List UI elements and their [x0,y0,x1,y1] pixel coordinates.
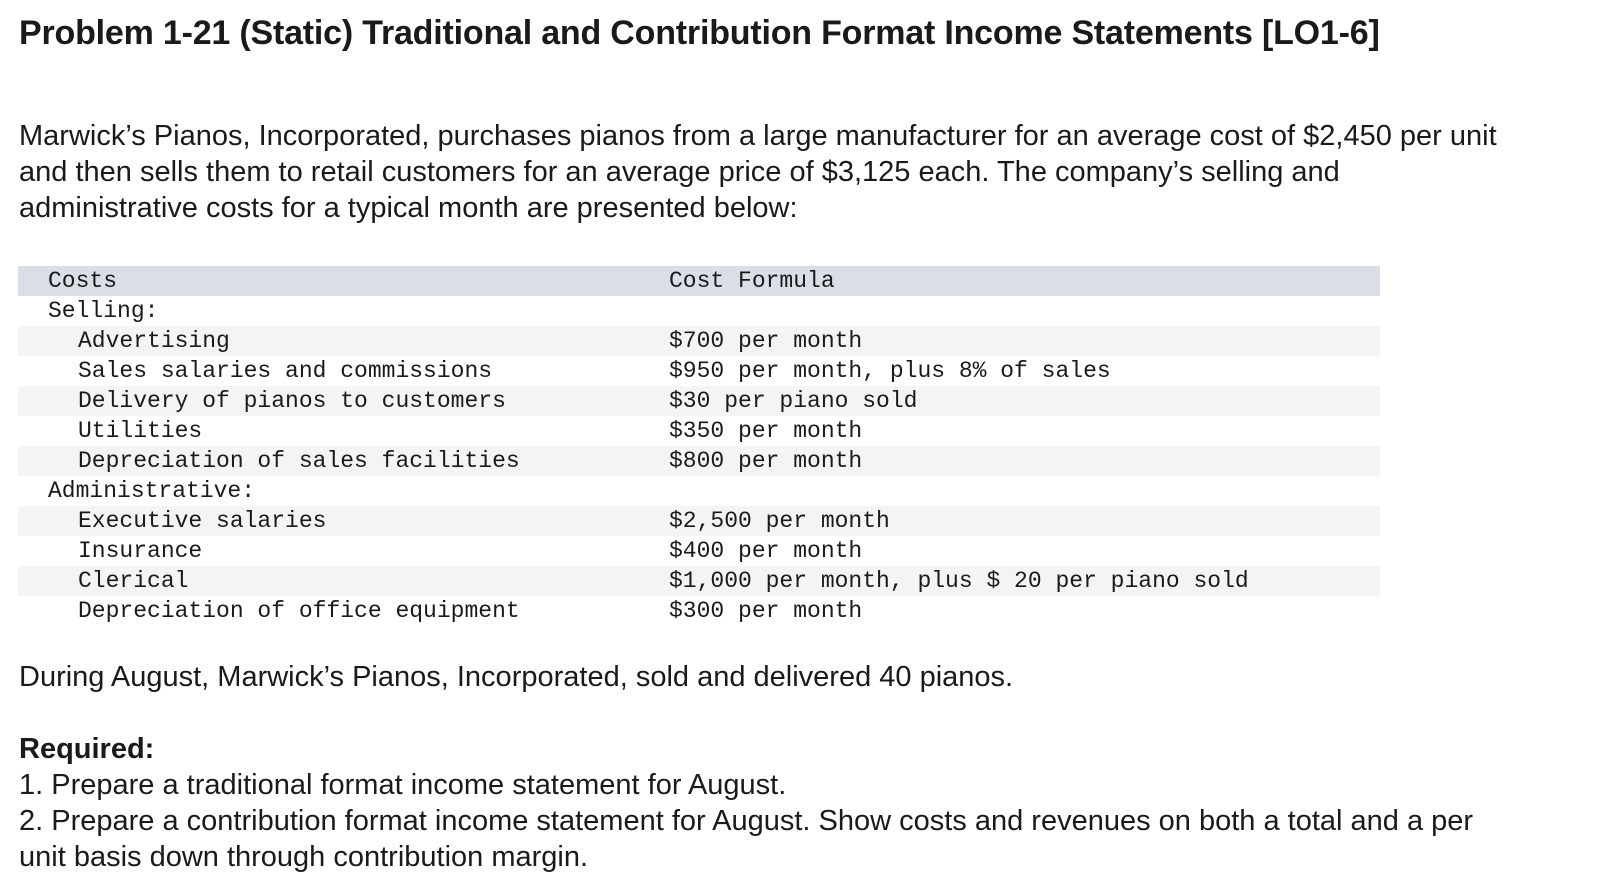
cost-formula: $300 per month [669,598,863,624]
required-heading: Required: [19,733,155,765]
cost-item: Clerical [78,568,189,594]
table-row-section-administrative [18,476,1380,506]
table-row [18,536,1380,566]
required-section [19,731,1473,875]
problem-title: Problem 1-21 (Static) Traditional and Contribution Format Income Statements [LO1-6] [19,14,1380,52]
cost-item: Insurance [78,538,203,564]
cost-formula: $30 per piano sold [669,388,918,414]
table-row [18,596,1380,626]
sales-statement: During August, Marwick’s Pianos, Incorporated, sold and delivered 40 pianos. [19,661,1014,693]
cost-formula: $2,500 per month [669,508,890,534]
cost-formula: $800 per month [669,448,863,474]
table-row [18,446,1380,476]
table-row [18,386,1380,416]
table-header-row [18,266,1380,296]
cost-item: Advertising [78,328,230,354]
cost-formula: $1,000 per month, plus $ 20 per piano sold [669,568,1249,594]
section-label: Administrative: [48,478,256,504]
cost-item: Depreciation of sales facilities [78,448,520,474]
table-row [18,326,1380,356]
required-item: 2. Prepare a contribution format income statement for August. Show costs and revenues on both a total and a per [19,805,1474,837]
required-item: 1. Prepare a traditional format income statement for August. [19,769,787,801]
cost-item: Depreciation of office equipment [78,598,520,624]
cost-formula: $400 per month [669,538,863,564]
cost-item: Utilities [78,418,203,444]
cost-formula: $700 per month [669,328,863,354]
required-item: unit basis down through contribution margin. [19,841,589,873]
cost-formula: $350 per month [669,418,863,444]
table-row [18,356,1380,386]
header-costs: Costs [48,268,118,294]
cost-formula: $950 per month, plus 8% of sales [669,358,1111,384]
cost-item: Delivery of pianos to customers [78,388,506,414]
cost-formula-table [18,266,1380,626]
table-row [18,416,1380,446]
intro-line: Marwick’s Pianos, Incorporated, purchases pianos from a large manufacturer for an average cost of $2,450 per unit [19,120,1497,152]
intro-line: and then sells them to retail customers for an average price of $3,125 each. The company’s selling and [19,156,1340,188]
cost-item: Sales salaries and commissions [78,358,493,384]
table-row [18,506,1380,536]
table-row-section-selling [18,296,1380,326]
problem-intro [19,118,1624,226]
cost-item: Executive salaries [78,508,327,534]
table-row [18,566,1380,596]
section-label: Selling: [48,298,159,324]
header-cost-formula: Cost Formula [669,268,835,294]
intro-line: administrative costs for a typical month are presented below: [19,192,798,224]
